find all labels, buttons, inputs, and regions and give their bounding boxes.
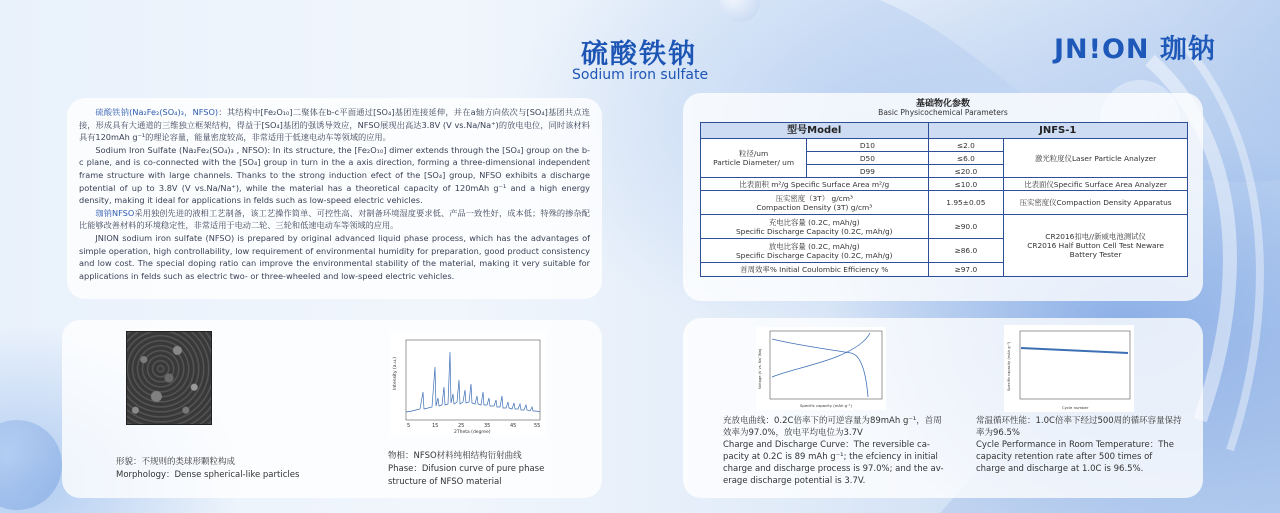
charge-discharge-plot <box>756 327 886 410</box>
xrd-tick: 15 <box>432 423 439 429</box>
header-model: 型号Model <box>701 123 929 139</box>
intro-paragraph-cn <box>79 106 590 144</box>
process-paragraph-en: JNION sodium iron sulfate (NFSO) is prepared by original advanced liquid phase process, which has the advantages of simple operation, high controllability, low requirement of environmental humidity for preparation, good product consistency and low cost. The special doping ratio can improve the environmental stability of the material, making it very suitable for applications in felds such as electric two- or three-wheeled and low-speed electric vehicles. <box>79 232 590 281</box>
cd-label <box>701 191 929 215</box>
intro-paragraph-en: Sodium Iron Sulfate (Na₂Fe₂(SO₄)₃ , NFSO): In its structure, the [Fe₂O₁₀] dimer extends through the [SO₄] group on the b-c plane, and is co-connected with the [SO₄] group in turn in the a axis direction, forming a three-dimensional independent frame structure with large channels. Thanks to the strong induction efect of the [SO₄] group, NFSO exhibits a discharge potential of up to 3.8V (V vs.Na/Na⁺), while the material has a theoretical capacity of 120mAh g⁻¹ and a high energy density, making it ideal for applications in felds such as low-speed electric vehicles. <box>79 144 590 206</box>
d50-value: ≤6.0 <box>928 152 1004 165</box>
xrd-tick: 5 <box>407 423 411 429</box>
charge-capacity-label <box>701 215 929 239</box>
morphology-caption-cn: 形貌：不规则的类球形颗粒构成 <box>116 457 236 467</box>
psd-label-cn: 粒径/um <box>739 149 769 158</box>
xrd-chart <box>390 332 546 436</box>
decor-sphere-top <box>720 0 760 22</box>
table-title: 基础物化参数 <box>915 99 970 109</box>
charge-caption-en-1: Charge and Discharge Curve：The reversible ca- <box>723 440 930 450</box>
cycle-caption-en-3: charge and discharge at 1.0C is 96.5%. <box>976 464 1144 474</box>
d99-value: ≤20.0 <box>928 165 1004 178</box>
process-paragraph-cn <box>79 207 590 232</box>
battery-tester-en-1: CR2016 Half Button Cell Test Neware <box>1027 241 1164 250</box>
charge-caption-cn-2: 效率为97.0%，放电平均电位为3.7V <box>723 428 863 438</box>
cycle-caption-en-2: capacity retention rate after 500 times of <box>976 452 1153 462</box>
decor-sphere-left <box>0 420 62 510</box>
ssa-value: ≤10.0 <box>928 178 1004 191</box>
xrd-caption-cn: 物相：NFSO材料纯相结构衍射曲线 <box>388 451 522 461</box>
charge-ylabel: Voltage (V vs. Na⁺/Na) <box>758 348 762 389</box>
cd-label-cn: 压实密度（3T） g/cm³ <box>775 193 853 203</box>
table-subtitle: Basic Physicochemical Parameters <box>878 108 1008 117</box>
discharge-capacity-cn: 放电比容量 (0.2C, mAh/g) <box>768 241 860 251</box>
d10-value: ≤2.0 <box>928 139 1004 152</box>
ice-label: 首周效率% Initial Coulombic Efficiency % <box>701 263 929 277</box>
charge-capacity-en: Specific Discharge Capacity (0.2C, mAh/g) <box>735 226 893 236</box>
process-text: 采用独创先进的液相工艺制备，该工艺操作简单、可控性高、对制备环境湿度要求低、产品一致性好，成本低；特殊的掺杂配比能够改善材料的环境稳定性，非常适用于电动二轮、三轮和低速电动车等领域的应用。 <box>79 207 590 231</box>
battery-tester-method <box>1004 215 1188 277</box>
cd-label-en: Compaction Density (3T) g/cm³ <box>756 202 873 212</box>
laser-method: 激光粒度仪Laser Particle Analyzer <box>1004 139 1188 178</box>
xrd-xlabel: 2Theta (degree) <box>454 430 491 435</box>
ssa-method: 比表面仪Specific Surface Area Analyzer <box>1004 178 1188 191</box>
cycle-caption-cn-2: 率为96.5% <box>976 428 1021 438</box>
intro-panel <box>67 98 602 299</box>
d99-label: D99 <box>807 165 928 178</box>
charge-caption-cn-1: 充放电曲线：0.2C倍率下的可逆容量为89mAh g⁻¹，首周 <box>723 416 942 426</box>
cd-method: 压实密度仪Compaction Density Apparatus <box>1004 191 1188 215</box>
d10-label: D10 <box>807 139 928 152</box>
intro-highlight: 硫酸铁钠(Na₂Fe₂(SO₄)₃，NFSO) <box>95 107 219 117</box>
discharge-curve <box>772 339 868 397</box>
discharge-capacity-value: ≥86.0 <box>928 239 1004 263</box>
cycle-plot <box>1004 325 1134 412</box>
xrd-tick: 45 <box>510 423 517 429</box>
psd-label <box>701 139 807 178</box>
charge-caption-en-3: charge and discharge process is 97.0%; and the av- <box>723 464 944 474</box>
xrd-plot <box>390 332 546 436</box>
d50-label: D50 <box>807 152 928 165</box>
ice-value: ≥97.0 <box>928 263 1004 277</box>
discharge-capacity-en: Specific Discharge Capacity (0.2C, mAh/g) <box>735 250 893 260</box>
psd-label-en: Particle Diameter/ um <box>713 158 795 167</box>
charge-capacity-cn: 充电比容量 (0.2C, mAh/g) <box>768 217 860 227</box>
brand-logo: JN!ON 珈钠 <box>1054 34 1216 65</box>
xrd-ylabel: Intensity (a.u.) <box>393 357 398 390</box>
charge-discharge-chart <box>756 327 886 410</box>
cycle-ylabel: Specific capacity (mAh g⁻¹) <box>1007 341 1011 391</box>
charge-caption-en-4: erage discharge potential is 3.7V. <box>723 476 866 486</box>
page-subtitle: Sodium iron sulfate <box>572 67 709 83</box>
xrd-tick: 35 <box>484 423 491 429</box>
cycle-caption-en-1: Cycle Performance in Room Temperature：The <box>976 440 1175 450</box>
xrd-caption-en-2: structure of NFSO material <box>388 477 502 487</box>
cycle-performance-chart <box>1004 325 1134 412</box>
process-highlight: 珈钠NFSO <box>95 207 135 218</box>
cycle-xlabel: Cycle number <box>1062 405 1089 410</box>
battery-tester-en-2: Battery Tester <box>1069 250 1122 259</box>
cycle-caption-cn-1: 常温循环性能：1.0C倍率下经过500周的循环容量保持 <box>976 416 1182 426</box>
morphology-caption-en: Morphology：Dense spherical-like particles <box>116 470 300 480</box>
charge-xlabel: Specific capacity (mAh g⁻¹) <box>800 403 853 408</box>
sem-image <box>126 331 212 425</box>
charge-caption-en-2: pacity at 0.2C is 89 mAh g⁻¹; the efciency in initial <box>723 452 938 462</box>
cd-value: 1.95±0.05 <box>928 191 1004 215</box>
battery-tester-cn: CR2016扣电//新威电池测试仪 <box>1045 232 1146 241</box>
page-title: 硫酸铁钠 <box>581 39 697 70</box>
xrd-tick: 55 <box>534 423 541 429</box>
xrd-tick: 25 <box>458 423 465 429</box>
ssa-label: 比表面积 m²/g Specific Surface Area m²/g <box>701 178 929 191</box>
parameters-table <box>700 122 1188 277</box>
intro-text: ：其结构中[Fe₂O₁₀]二聚体在b-c平面通过[SO₄]基团连接延伸，并在a轴方向依次与[SO₄]基团共点连接，形成具有大通道的三维独立框架结构，得益于[SO₄]基团的强诱导效应，NFSO展现出高达3.8V (V vs.Na/Na⁺)的放电电位，同时该材料具有120mAh g⁻¹的理论容量，能量密度较高，非常适用于低速电动车等领域的应用。 <box>79 107 590 143</box>
discharge-capacity-label <box>701 239 929 263</box>
charge-capacity-value: ≥90.0 <box>928 215 1004 239</box>
xrd-caption-en-1: Phase：Difusion curve of pure phase <box>388 464 545 474</box>
cycle-curve <box>1021 348 1128 353</box>
header-value: JNFS-1 <box>928 123 1187 139</box>
